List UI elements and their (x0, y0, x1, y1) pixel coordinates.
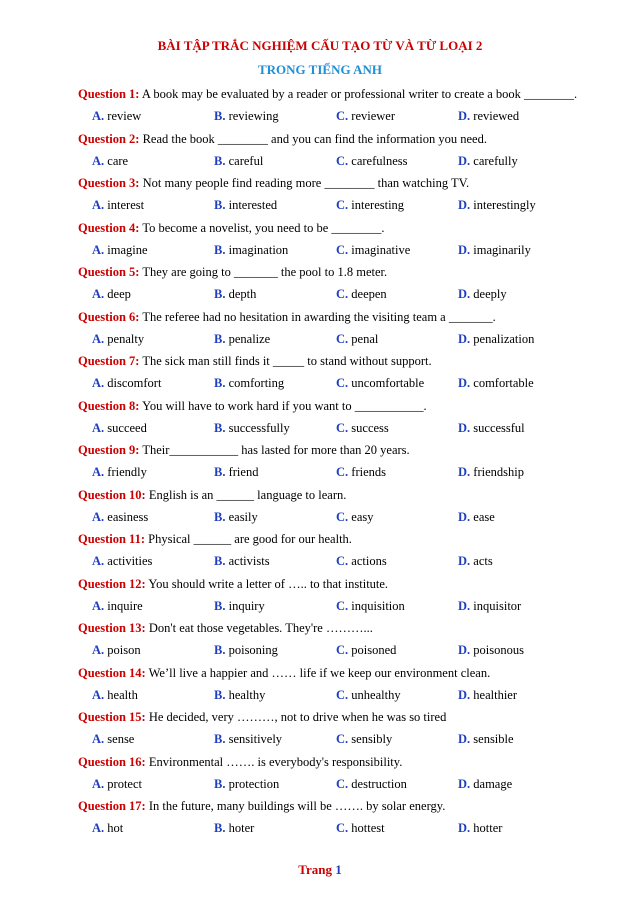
option-letter: C. (336, 465, 349, 479)
option-text: poisonous (473, 643, 524, 657)
option-letter: A. (92, 153, 105, 168)
option-text: easily (228, 509, 258, 524)
answer-option[interactable] (214, 242, 288, 258)
answer-option[interactable] (92, 464, 147, 480)
question-label: Question 11: (78, 532, 146, 546)
answer-options (0, 464, 640, 480)
question-label: Question 4: (78, 220, 140, 235)
option-text: imagine (107, 242, 148, 257)
option-text: imaginative (351, 242, 411, 257)
option-text: friend (228, 465, 259, 479)
option-letter: A. (92, 598, 105, 613)
option-letter: C. (336, 331, 349, 346)
option-text: reviewing (228, 109, 279, 123)
option-letter: B. (214, 242, 226, 257)
option-letter: B. (214, 287, 226, 301)
option-letter: B. (214, 109, 226, 123)
option-letter: C. (336, 554, 349, 568)
option-letter: A. (92, 109, 105, 123)
question-label: Question 17: (78, 799, 146, 813)
answer-option[interactable] (458, 420, 525, 436)
option-text: care (107, 153, 129, 168)
answer-option[interactable] (336, 153, 408, 169)
answer-options (0, 108, 640, 124)
answer-option[interactable] (214, 153, 263, 169)
option-letter: B. (214, 198, 226, 212)
question-9 (78, 442, 618, 458)
option-text: friendship (473, 465, 524, 479)
option-letter: B. (214, 420, 226, 435)
answer-option[interactable] (214, 509, 258, 525)
option-text: inquisition (351, 598, 405, 613)
question-label: Question 14: (78, 665, 146, 680)
option-letter: C. (336, 776, 349, 791)
option-letter: A. (92, 287, 105, 301)
question-16 (78, 754, 618, 770)
option-letter: C. (336, 153, 349, 168)
question-8 (78, 398, 618, 414)
answer-option[interactable] (214, 331, 270, 347)
question-1 (78, 86, 618, 102)
question-7 (78, 353, 618, 369)
answer-option[interactable] (336, 553, 387, 569)
answer-option[interactable] (336, 642, 396, 658)
option-text: protect (107, 776, 142, 791)
question-12 (78, 576, 618, 592)
option-text: discomfort (107, 376, 162, 390)
answer-option[interactable] (458, 331, 534, 347)
answer-option[interactable] (214, 375, 284, 391)
option-text: penalization (473, 331, 535, 346)
option-letter: B. (214, 732, 226, 746)
question-2 (78, 131, 618, 147)
question-text: In the future, many buildings will be ……. by solar energy. (145, 799, 446, 813)
answer-option[interactable] (92, 553, 152, 569)
answer-option[interactable] (214, 197, 277, 213)
option-letter: D. (458, 109, 471, 123)
option-letter: B. (214, 465, 226, 479)
option-text: review (107, 109, 142, 123)
question-text: The sick man still finds it _____ to stand without support. (139, 354, 432, 368)
option-text: poisoned (351, 643, 397, 657)
option-text: sense (107, 732, 135, 746)
option-letter: A. (92, 242, 105, 257)
answer-option[interactable] (214, 642, 278, 658)
question-label: Question 8: (78, 398, 140, 413)
answer-option[interactable] (458, 509, 495, 525)
question-text: Environmental ……. is everybody's responsibility. (145, 754, 403, 769)
answer-option[interactable] (458, 286, 507, 302)
answer-options (0, 331, 640, 347)
answer-options (0, 642, 640, 658)
answer-option[interactable] (214, 464, 258, 480)
question-label: Question 9: (78, 443, 140, 457)
page-label: Trang (298, 862, 332, 877)
option-text: sensitively (228, 732, 283, 746)
answer-option[interactable] (92, 776, 142, 792)
option-letter: D. (458, 465, 471, 479)
question-15 (78, 709, 618, 725)
question-text: They are going to _______ the pool to 1.8 meter. (139, 265, 388, 279)
question-4 (78, 220, 618, 236)
answer-option[interactable] (336, 598, 405, 614)
option-letter: B. (214, 376, 226, 390)
question-11 (78, 531, 618, 547)
option-text: depth (228, 287, 257, 301)
option-text: damage (473, 776, 513, 791)
answer-option[interactable] (336, 687, 401, 703)
answer-option[interactable] (92, 509, 148, 525)
answer-option[interactable] (92, 197, 144, 213)
question-text: Read the book ________ and you can find the information you need. (139, 131, 487, 146)
answer-options (0, 820, 640, 836)
option-letter: D. (458, 198, 471, 212)
option-text: success (351, 420, 389, 435)
option-letter: C. (336, 687, 349, 702)
answer-option[interactable] (458, 197, 536, 213)
option-text: activists (228, 554, 270, 568)
option-text: unhealthy (351, 687, 401, 702)
option-text: healthy (228, 687, 266, 702)
option-text: successful (473, 420, 525, 435)
answer-option[interactable] (214, 731, 282, 747)
option-letter: A. (92, 554, 105, 568)
answer-option[interactable] (336, 509, 374, 525)
option-text: hotter (473, 821, 503, 835)
option-text: poison (107, 643, 141, 657)
answer-option[interactable] (336, 731, 392, 747)
option-letter: B. (214, 643, 226, 657)
answer-option[interactable] (458, 687, 517, 703)
question-label: Question 13: (78, 621, 146, 635)
option-letter: D. (458, 821, 471, 835)
option-text: friends (351, 465, 386, 479)
option-letter: D. (458, 598, 471, 613)
answer-option[interactable] (458, 464, 524, 480)
option-text: reviewed (473, 109, 520, 123)
answer-options (0, 553, 640, 569)
option-text: activities (107, 554, 153, 568)
answer-option[interactable] (458, 553, 493, 569)
option-text: reviewer (351, 109, 396, 123)
option-text: imagination (228, 242, 289, 257)
document-title: BÀI TẬP TRẮC NGHIỆM CẤU TẠO TỪ VÀ TỪ LOẠI 2 (157, 38, 483, 53)
answer-option[interactable] (458, 776, 512, 792)
option-letter: A. (92, 198, 105, 212)
option-letter: D. (458, 732, 471, 746)
option-text: carefully (473, 153, 518, 168)
option-letter: C. (336, 198, 349, 212)
answer-option[interactable] (336, 331, 378, 347)
option-text: hot (107, 821, 124, 835)
option-text: succeed (107, 420, 147, 435)
question-label: Question 1: (78, 87, 140, 101)
answer-option[interactable] (458, 642, 524, 658)
answer-options (0, 687, 640, 703)
option-letter: A. (92, 687, 105, 702)
answer-option[interactable] (336, 776, 407, 792)
option-letter: D. (458, 420, 471, 435)
option-text: deepen (351, 287, 387, 301)
option-letter: A. (92, 732, 105, 746)
question-10 (78, 487, 618, 503)
option-text: actions (351, 554, 387, 568)
option-letter: D. (458, 153, 471, 168)
answer-option[interactable] (458, 820, 502, 836)
question-label: Question 10: (78, 487, 146, 502)
option-text: hoter (228, 821, 255, 835)
option-text: penalize (228, 331, 271, 346)
option-letter: A. (92, 643, 105, 657)
answer-option[interactable] (92, 598, 143, 614)
option-letter: D. (458, 242, 471, 257)
answer-option[interactable] (92, 108, 141, 124)
answer-option[interactable] (458, 731, 514, 747)
question-13 (78, 620, 618, 636)
question-text: He decided, very ………, not to drive when he was so tired (145, 710, 447, 724)
answer-options (0, 509, 640, 525)
option-text: healthier (473, 687, 518, 702)
answer-option[interactable] (458, 108, 519, 124)
answer-option[interactable] (214, 598, 265, 614)
option-letter: C. (336, 598, 349, 613)
answer-option[interactable] (214, 553, 270, 569)
question-label: Question 7: (78, 354, 140, 368)
answer-option[interactable] (92, 153, 128, 169)
option-letter: B. (214, 153, 226, 168)
answer-option[interactable] (92, 420, 147, 436)
option-letter: A. (92, 465, 105, 479)
option-text: ease (473, 509, 495, 524)
option-letter: C. (336, 420, 349, 435)
option-text: easiness (107, 509, 149, 524)
answer-option[interactable] (458, 242, 531, 258)
option-text: friendly (107, 465, 147, 479)
option-letter: D. (458, 509, 471, 524)
option-letter: D. (458, 643, 471, 657)
answer-option[interactable] (92, 687, 138, 703)
option-text: easy (351, 509, 374, 524)
option-text: carefulness (351, 153, 408, 168)
answer-option[interactable] (214, 286, 256, 302)
question-label: Question 3: (78, 176, 140, 190)
option-text: sensible (473, 732, 514, 746)
option-text: successfully (228, 420, 290, 435)
option-letter: B. (214, 554, 226, 568)
option-letter: A. (92, 821, 105, 835)
question-text: Physical ______ are good for our health. (145, 532, 352, 546)
answer-option[interactable] (336, 375, 424, 391)
option-letter: B. (214, 821, 226, 835)
option-text: inquire (107, 598, 143, 613)
question-label: Question 12: (78, 576, 146, 591)
answer-option[interactable] (214, 776, 279, 792)
option-letter: C. (336, 509, 349, 524)
option-text: sensibly (351, 732, 393, 746)
answer-option[interactable] (92, 331, 144, 347)
option-text: interestingly (473, 198, 536, 212)
option-text: comforting (228, 376, 285, 390)
question-text: You will have to work hard if you want to ___________. (139, 398, 427, 413)
option-text: careful (228, 153, 264, 168)
question-6 (78, 309, 618, 325)
option-letter: A. (92, 331, 105, 346)
option-text: imaginarily (473, 242, 531, 257)
option-letter: C. (336, 109, 349, 123)
answer-option[interactable] (214, 820, 254, 836)
option-text: comfortable (473, 376, 534, 390)
answer-option[interactable] (214, 108, 279, 124)
page-number: 1 (335, 862, 342, 877)
option-text: destruction (351, 776, 407, 791)
answer-options (0, 286, 640, 302)
option-letter: A. (92, 376, 105, 390)
answer-option[interactable] (336, 108, 395, 124)
answer-options (0, 153, 640, 169)
option-letter: C. (336, 376, 349, 390)
option-letter: A. (92, 776, 105, 791)
option-text: penal (351, 331, 379, 346)
question-label: Question 15: (78, 710, 146, 724)
page-footer (0, 862, 640, 878)
answer-option[interactable] (92, 642, 141, 658)
question-text: To become a novelist, you need to be ________. (139, 220, 385, 235)
option-text: interested (228, 198, 278, 212)
answer-options (0, 420, 640, 436)
option-text: uncomfortable (351, 376, 425, 390)
answer-option[interactable] (458, 153, 518, 169)
option-letter: C. (336, 242, 349, 257)
answer-option[interactable] (214, 687, 265, 703)
option-letter: A. (92, 509, 105, 524)
question-label: Question 2: (78, 131, 140, 146)
answer-options (0, 598, 640, 614)
option-letter: A. (92, 420, 105, 435)
option-letter: B. (214, 598, 226, 613)
option-letter: B. (214, 687, 226, 702)
question-14 (78, 665, 618, 681)
answer-option[interactable] (336, 286, 387, 302)
option-text: interest (107, 198, 145, 212)
option-text: protection (228, 776, 280, 791)
option-letter: B. (214, 509, 226, 524)
answer-option[interactable] (336, 820, 385, 836)
question-text: A book may be evaluated by a reader or professional writer to create a book ________. (139, 87, 578, 101)
option-text: penalty (107, 331, 145, 346)
option-text: acts (473, 554, 493, 568)
option-letter: B. (214, 776, 226, 791)
option-text: poisoning (228, 643, 278, 657)
option-letter: C. (336, 732, 349, 746)
question-text: You should write a letter of ….. to that institute. (145, 576, 389, 591)
option-text: inquisitor (473, 598, 522, 613)
option-letter: D. (458, 554, 471, 568)
question-label: Question 5: (78, 265, 140, 279)
answer-option[interactable] (336, 420, 389, 436)
option-letter: C. (336, 821, 349, 835)
answer-options (0, 242, 640, 258)
option-letter: D. (458, 287, 471, 301)
answer-option[interactable] (214, 420, 290, 436)
question-text: We’ll live a happier and …… life if we keep our environment clean. (145, 665, 491, 680)
answer-option[interactable] (92, 286, 131, 302)
option-letter: D. (458, 687, 471, 702)
question-text: Their___________ has lasted for more than 20 years. (139, 443, 410, 457)
document-subtitle: TRONG TIẾNG ANH (257, 62, 382, 77)
question-text: The referee had no hesitation in awarding the visiting team a _______. (139, 309, 496, 324)
answer-option[interactable] (92, 375, 161, 391)
option-letter: C. (336, 287, 349, 301)
option-text: health (107, 687, 138, 702)
answer-option[interactable] (458, 598, 521, 614)
answer-option[interactable] (458, 375, 534, 391)
answer-option[interactable] (92, 820, 123, 836)
option-text: hottest (351, 821, 385, 835)
answer-option[interactable] (336, 242, 410, 258)
option-letter: C. (336, 643, 349, 657)
question-17 (78, 798, 618, 814)
answer-options (0, 776, 640, 792)
answer-options (0, 375, 640, 391)
question-label: Question 16: (78, 754, 146, 769)
option-letter: B. (214, 331, 226, 346)
option-text: inquiry (228, 598, 265, 613)
option-letter: D. (458, 376, 471, 390)
question-text: English is an ______ language to learn. (145, 487, 347, 502)
option-text: interesting (351, 198, 405, 212)
question-text: Not many people find reading more ________ than watching TV. (139, 176, 470, 190)
answer-options (0, 731, 640, 747)
question-3 (78, 175, 618, 191)
option-text: deep (107, 287, 131, 301)
question-label: Question 6: (78, 309, 140, 324)
question-text: Don't eat those vegetables. They're ………... (145, 621, 373, 635)
option-letter: D. (458, 776, 471, 791)
answer-option[interactable] (92, 242, 148, 258)
answer-options (0, 197, 640, 213)
answer-option[interactable] (336, 464, 386, 480)
answer-option[interactable] (336, 197, 404, 213)
option-text: deeply (473, 287, 507, 301)
question-5 (78, 264, 618, 280)
option-letter: D. (458, 331, 471, 346)
answer-option[interactable] (92, 731, 134, 747)
